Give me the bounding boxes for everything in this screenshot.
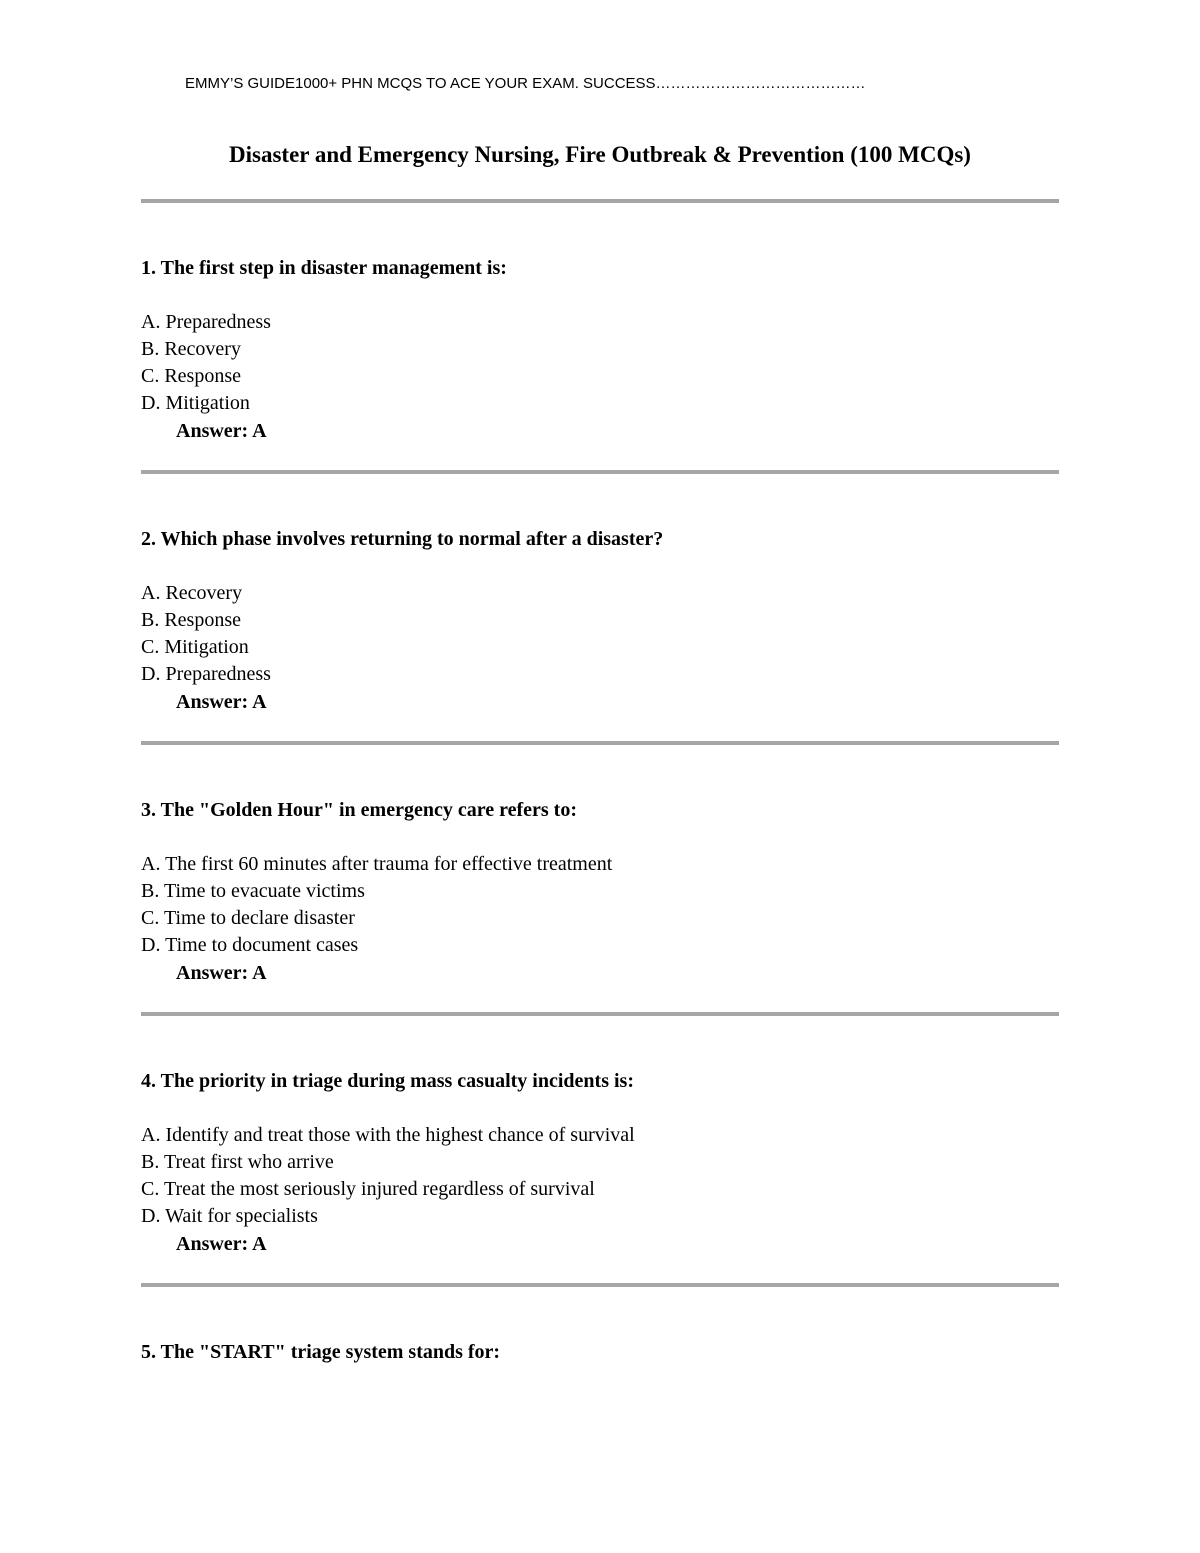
option-list	[141, 580, 1059, 688]
question-4	[141, 1068, 1059, 1258]
option-a: A. Recovery	[141, 582, 243, 604]
answer: Answer: A	[176, 420, 267, 442]
answer: Answer: A	[176, 691, 267, 713]
option-a: A. Identify and treat those with the highest chance of survival	[141, 1124, 635, 1146]
option-c: C. Mitigation	[141, 636, 249, 658]
document-title: Disaster and Emergency Nursing, Fire Outbreak & Prevention (100 MCQs)	[229, 142, 971, 167]
option-a: A. The first 60 minutes after trauma for effective treatment	[141, 853, 613, 875]
question-3	[141, 797, 1059, 987]
divider	[141, 1012, 1059, 1016]
answer: Answer: A	[176, 962, 267, 984]
divider	[141, 1283, 1059, 1287]
option-a: A. Preparedness	[141, 311, 271, 333]
question-text: 1. The first step in disaster management is:	[141, 257, 507, 279]
option-c: C. Response	[141, 365, 241, 387]
question-5	[141, 1339, 1059, 1393]
option-b: B. Recovery	[141, 338, 241, 360]
page-header: EMMY’S GUIDE1000+ PHN MCQS TO ACE YOUR EXAM. SUCCESS……………………………………	[185, 75, 866, 92]
option-d: D. Preparedness	[141, 663, 271, 685]
question-text: 5. The "START" triage system stands for:	[141, 1341, 501, 1363]
option-b: B. Treat first who arrive	[141, 1151, 334, 1173]
question-2	[141, 526, 1059, 716]
option-c: C. Treat the most seriously injured regardless of survival	[141, 1178, 595, 1200]
option-b: B. Time to evacuate victims	[141, 880, 365, 902]
answer: Answer: A	[176, 1233, 267, 1255]
option-d: D. Wait for specialists	[141, 1205, 318, 1227]
option-list	[141, 1122, 1059, 1230]
option-list	[141, 851, 1059, 959]
divider	[141, 470, 1059, 474]
question-text: 4. The priority in triage during mass casualty incidents is:	[141, 1070, 634, 1092]
divider	[141, 199, 1059, 203]
option-d: D. Time to document cases	[141, 934, 359, 956]
divider	[141, 741, 1059, 745]
option-c: C. Time to declare disaster	[141, 907, 355, 929]
option-d: D. Mitigation	[141, 392, 250, 414]
question-text: 2. Which phase involves returning to normal after a disaster?	[141, 528, 664, 550]
option-list	[141, 309, 1059, 417]
question-1	[141, 255, 1059, 445]
question-text: 3. The "Golden Hour" in emergency care refers to:	[141, 799, 578, 821]
option-b: B. Response	[141, 609, 241, 631]
